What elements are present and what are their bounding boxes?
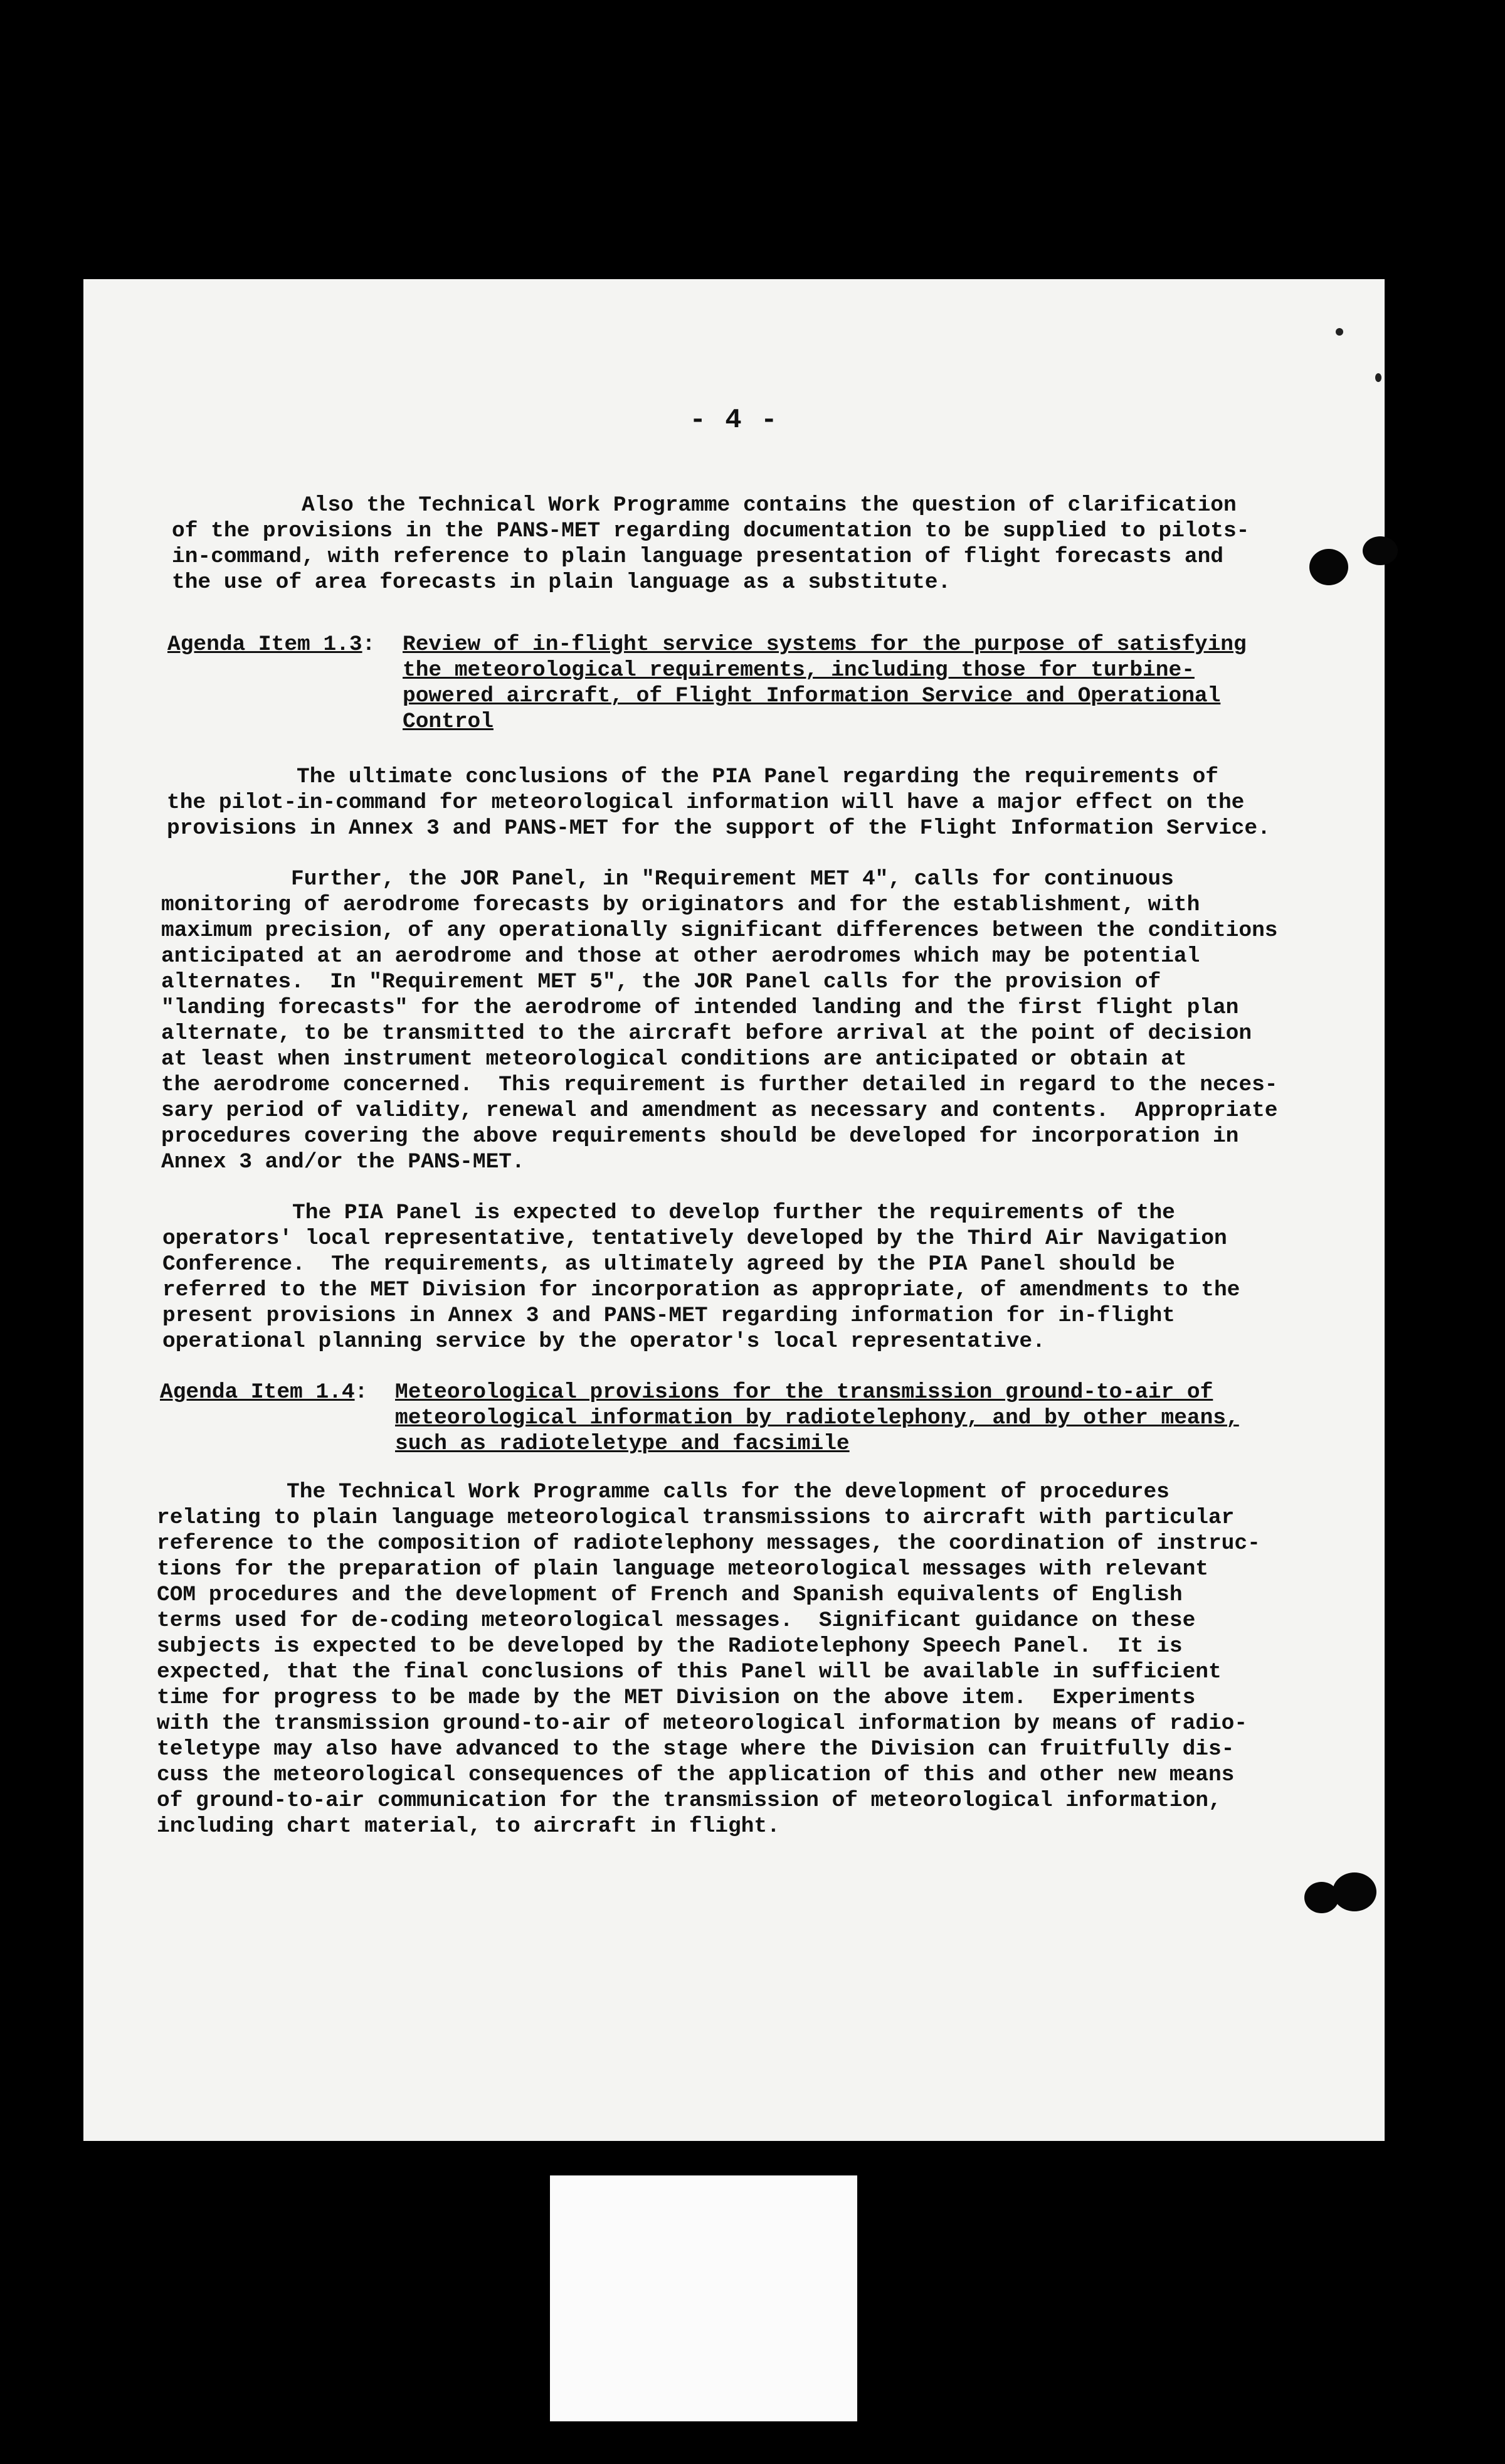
agenda-item-1-3-label: Agenda Item 1.3:: [167, 632, 376, 657]
agenda-item-1-3-title: Review of in-flight service systems for the purpose of satisfying the meteorological requirements, including those for turbine- powered aircraft, of Flight Information Service and Operational Control: [403, 632, 1247, 734]
ink-blot-top: [1309, 549, 1348, 585]
archive-label-card: [550, 2175, 857, 2421]
paragraph-jor-panel-requirements: Further, the JOR Panel, in "Requirement MET 4", calls for continuous monitoring of aerodrome forecasts by originators and for the establishment, with maximum precision, of any operationally significant differences between the conditions anticipated at an aerodrome and those at other aerodromes which may be potential alternates. In "Requirement MET 5", the JOR Panel calls for the provision of "landing forecasts" for the aerodrome of intended landing and the first flight plan alternate, to be transmitted to the aircraft before arrival at the point of decision at least when instrument meteorological conditions are anticipated or obtain at the aerodrome concerned. This requirement is further detailed in regard to the neces- sary period of validity, renewal and amendment as necessary and contents. Appropriate procedures covering the above requirements should be developed for incorporation in Annex 3 and/or the PANS-MET.: [161, 867, 1278, 1174]
ink-blot-bottom-small: [1333, 1872, 1376, 1911]
paragraph-operators-local-representative: The PIA Panel is expected to develop further the requirements of the operators' local representative, tentatively developed by the Third Air Navigation Conference. The requirements, as ultimately agreed by the PIA Panel should be referred to the MET Division for incorporation as appropriate, of amendments to the present provisions in Annex 3 and PANS-MET regarding information for in-flight operational planning service by the operator's local representative.: [162, 1201, 1240, 1354]
paragraph-technical-work-programme: Also the Technical Work Programme contains the question of clarification of the provisions in the PANS-MET regarding documentation to be supplied to pilots- in-command, with reference to plain language presentation of flight forecasts and the use of area forecasts in plain language as a substitute.: [172, 493, 1250, 595]
agenda-item-1-4-title: Meteorological provisions for the transmission ground-to-air of meteorological information by radiotelephony, and by other means, such as radioteletype and facsimile: [395, 1380, 1239, 1456]
paragraph-pia-panel-conclusions: The ultimate conclusions of the PIA Panel regarding the requirements of the pilot-in-command for meteorological information will have a major effect on the provisions in Annex 3 and PANS-MET for the support of the Flight Information Service.: [167, 765, 1270, 841]
ink-blot-top-small: [1363, 536, 1398, 565]
agenda-item-1-4-label: Agenda Item 1.4:: [160, 1380, 368, 1405]
page-number: - 4 -: [689, 405, 779, 436]
paragraph-plain-language-transmissions: The Technical Work Programme calls for the development of procedures relating to plain language meteorological transmissions to aircraft with particular reference to the composition of radiotelephony messages, the coordination of instruc- tions for the preparation of plain language meteorological messages with relevant COM procedures and the development of French and Spanish equivalents of English terms used for de-coding meteorological messages. Significant guidance on these subjects is expected to be developed by the Radiotelephony Speech Panel. It is expected, that the final conclusions of this Panel will be available in sufficient time for progress to be made by the MET Division on the above item. Experiments with the transmission ground-to-air of meteorological information by means of radio- teletype may also have advanced to the stage where the Division can fruitfully dis- cuss the meteorological consequences of the application of this and other new means of ground-to-air communication for the transmission of meteorological information, including chart material, to aircraft in flight.: [157, 1480, 1260, 1839]
paper-speck-2: [1375, 373, 1381, 382]
document-page: [83, 279, 1385, 2141]
paper-speck-1: [1336, 328, 1343, 336]
